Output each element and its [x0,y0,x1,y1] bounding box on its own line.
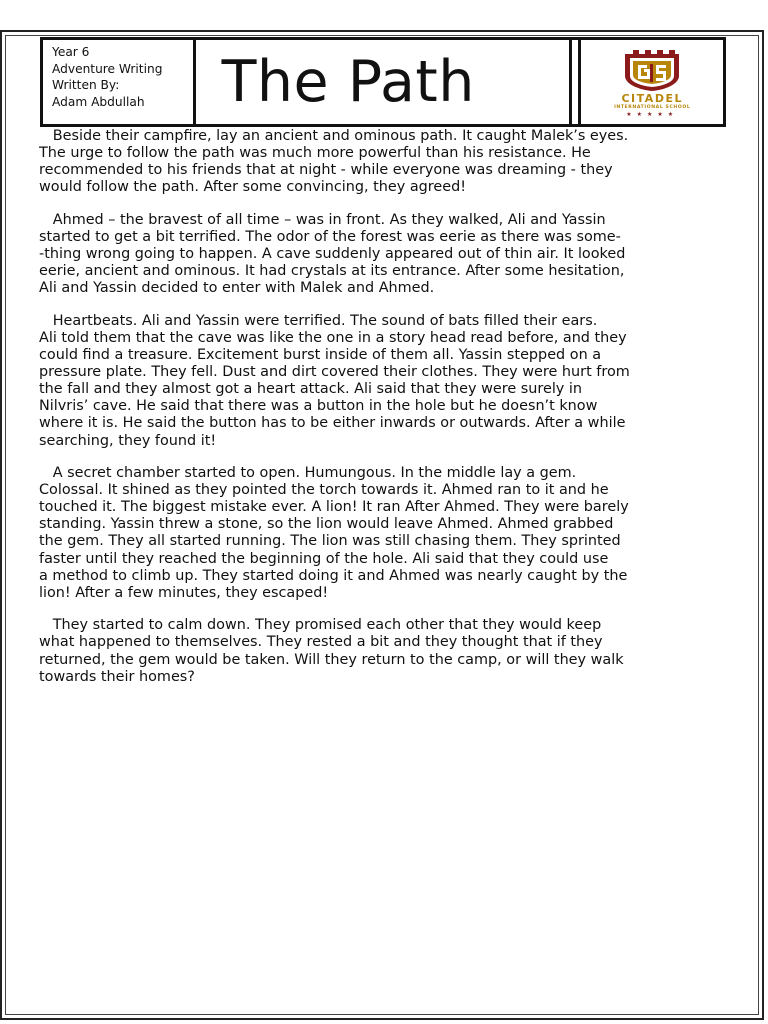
info-subject: Adventure Writing [52,61,163,76]
story-line: Heartbeats. Ali and Yassin were terrified. The sound of bats filled their ears. [39,312,598,329]
story-line: a method to climb up. They started doing it and Ahmed was nearly caught by the [39,567,628,584]
story-line: the fall and they almost got a heart attack. Ali said that they were surely in [39,381,583,398]
story-line: could find a treasure. Excitement burst inside of them all. Yassin stepped on a [39,347,602,364]
story-body [39,128,684,701]
story-line: Ahmed – the bravest of all time – was in front. As they walked, Ali and Yassin [39,211,606,228]
story-line: -thing wrong going to happen. A cave suddenly appeared out of thin air. It looked [39,246,626,263]
story-line: A secret chamber started to open. Humungous. In the middle lay a gem. [39,465,577,482]
story-line: faster until they reached the beginning of the hole. Ali said that they could use [39,550,609,567]
story-paragraph [39,128,684,196]
story-paragraph [39,617,684,685]
school-logo-box [578,37,726,127]
story-line: searching, they found it! [39,432,217,449]
info-year: Year 6 [52,45,90,59]
story-paragraph [39,313,684,450]
info-written-by: Written By: [52,78,120,92]
logo-wordmark: CITADEL [621,92,683,105]
story-paragraph [39,465,684,602]
story-line: Colossal. It shined as they pointed the torch towards it. Ahmed ran to it and he [39,482,609,499]
story-line: Beside their campfire, lay an ancient and ominous path. It caught Malek’s eyes. [39,128,629,144]
story-line: eerie, ancient and ominous. It had crystals at its entrance. After some hesitation, [39,263,625,280]
title-box [193,37,573,127]
story-paragraph [39,212,684,297]
document-header [40,37,726,127]
info-author: Adam Abdullah [52,94,145,109]
story-line: recommended to his friends that at night - while everyone was dreaming - they [39,162,613,179]
story-line: lion! After a few minutes, they escaped! [39,584,329,601]
story-line: what happened to themselves. They rested a bit and they thought that if they [39,634,603,651]
story-line: where it is. He said the button has to be either inwards or outwards. After a while [39,415,626,432]
story-line: standing. Yassin threw a stone, so the lion would leave Ahmed. Ahmed grabbed [39,516,614,533]
story-line: pressure plate. They fell. Dust and dirt covered their clothes. They were hurt from [39,364,630,381]
logo-subtitle: INTERNATIONAL SCHOOL [614,105,691,110]
story-line: the gem. They all started running. The lion was still chasing them. They sprinted [39,533,621,550]
page-title: The Path [221,49,475,115]
story-line: The urge to follow the path was much more powerful than his resistance. He [39,145,591,162]
story-line: Nilvris’ cave. He said that there was a button in the hole but he doesn’t know [39,398,598,415]
story-line: towards their homes? [39,668,195,685]
story-line: would follow the path. After some convincing, they agreed! [39,179,467,196]
logo-stars: ★★★★★ [626,111,679,118]
story-line: Ali and Yassin decided to enter with Malek and Ahmed. [39,280,435,297]
story-line: started to get a bit terrified. The odor of the forest was eerie as there was some- [39,228,621,245]
story-line: They started to calm down. They promised each other that they would keep [39,617,602,634]
citadel-crest-icon [619,48,685,92]
story-line: Ali told them that the cave was like the one in a story head read before, and they [39,329,627,346]
story-line: returned, the gem would be taken. Will they return to the camp, or will they walk [39,651,624,668]
header-info-box [40,37,196,127]
story-line: touched it. The biggest mistake ever. A lion! It ran After Ahmed. They were barely [39,499,629,516]
